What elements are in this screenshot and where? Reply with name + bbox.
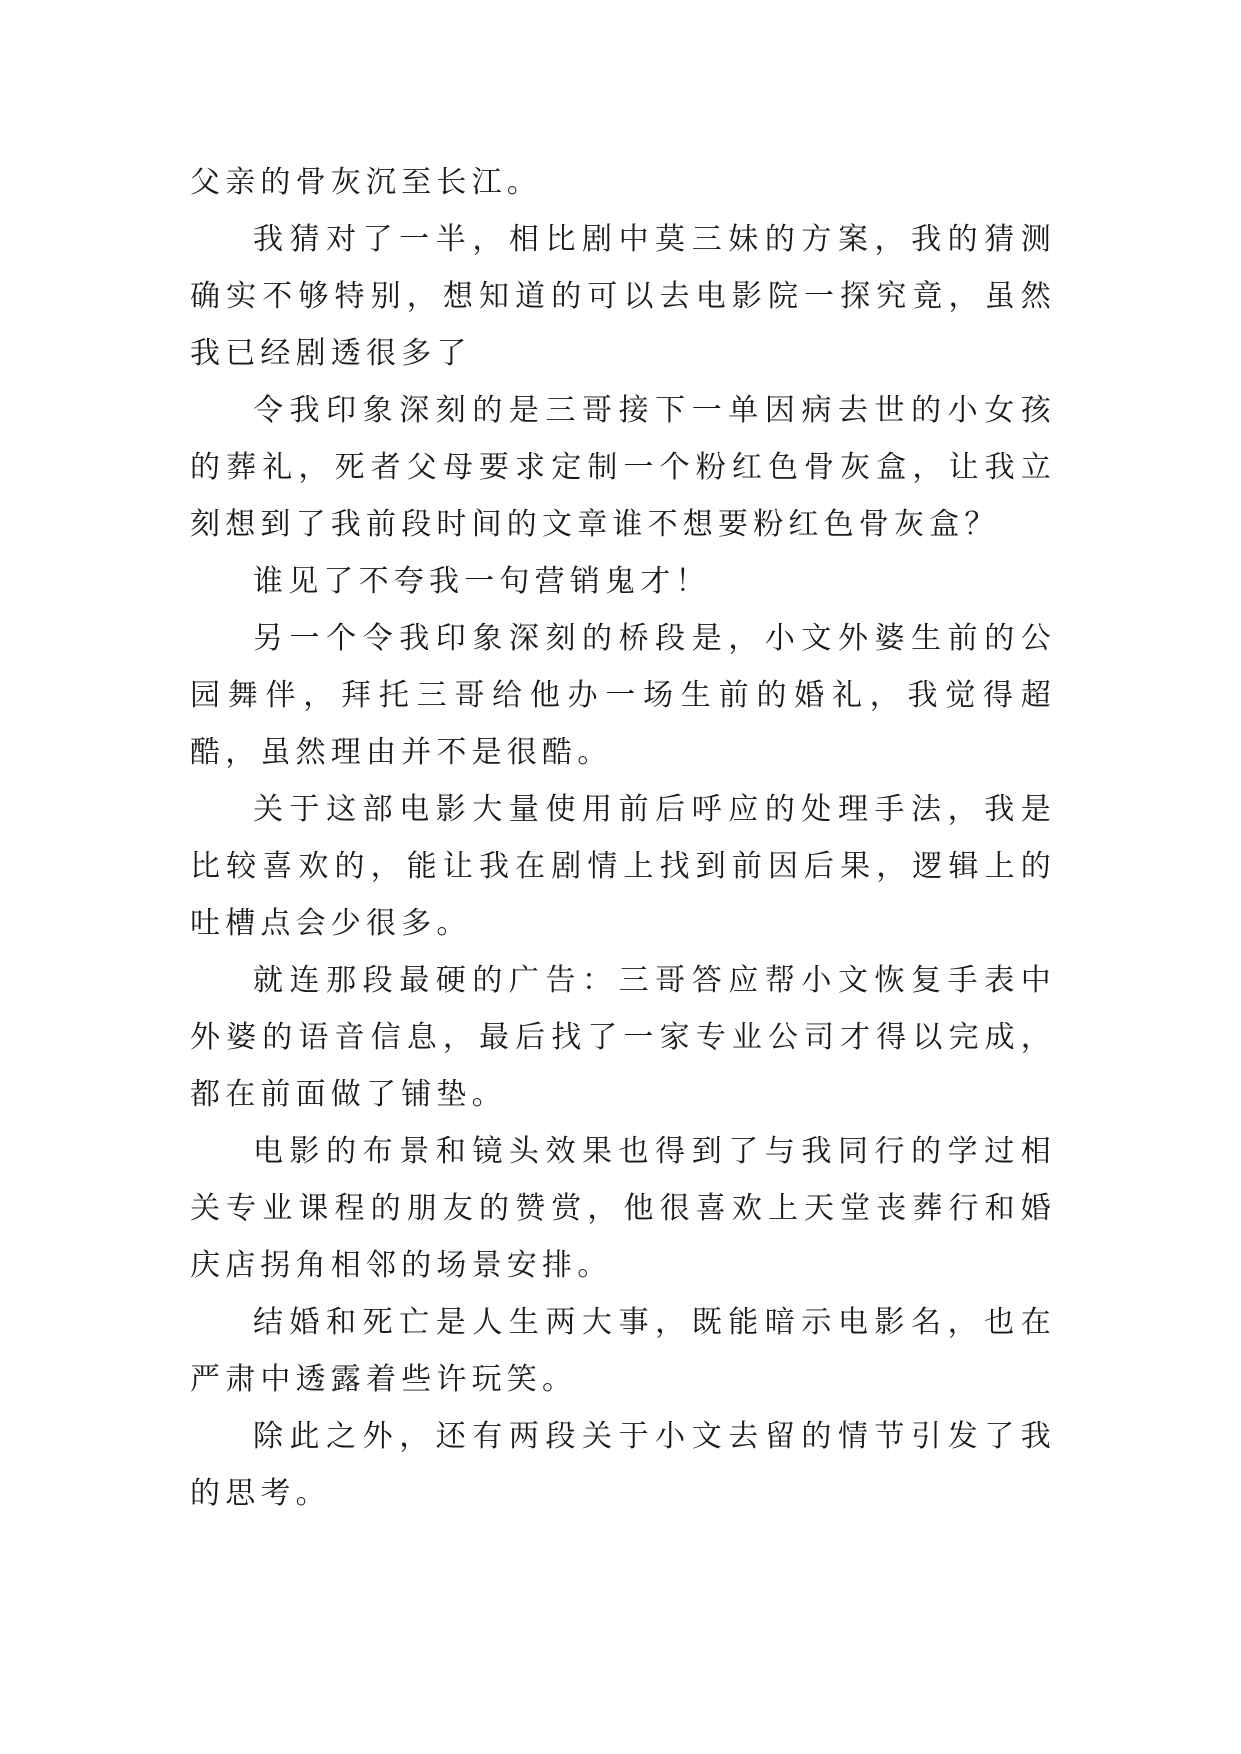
paragraph: 谁见了不夸我一句营销鬼才！ xyxy=(253,564,711,599)
paragraph: 令我印象深刻的是三哥接下一单因病去世的小女孩的葬礼，死者父母要求定制一个粉红色骨灰盒，让我立刻想到了我前段时间的文章谁不想要粉红色骨灰盒？ xyxy=(190,393,1056,542)
paragraph: 关于这部电影大量使用前后呼应的处理手法，我是比较喜欢的，能让我在剧情上找到前因后果，逻辑上的吐槽点会少很多。 xyxy=(190,792,1056,941)
paragraph: 父亲的骨灰沉至长江。 xyxy=(190,165,542,200)
paragraph: 另一个令我印象深刻的桥段是，小文外婆生前的公园舞伴，拜托三哥给他办一场生前的婚礼，我觉得超酷，虽然理由并不是很酷。 xyxy=(190,621,1056,770)
paragraph: 我猜对了一半，相比剧中莫三妹的方案，我的猜测确实不够特别，想知道的可以去电影院一探究竟，虽然我已经剧透很多了 xyxy=(190,222,1056,371)
paragraph: 就连那段最硬的广告：三哥答应帮小文恢复手表中外婆的语音信息，最后找了一家专业公司才得以完成，都在前面做了铺垫。 xyxy=(190,963,1056,1112)
paragraph: 结婚和死亡是人生两大事，既能暗示电影名，也在严肃中透露着些许玩笑。 xyxy=(190,1305,1056,1397)
paragraph: 除此之外，还有两段关于小文去留的情节引发了我的思考。 xyxy=(190,1419,1056,1511)
paragraph: 电影的布景和镜头效果也得到了与我同行的学过相关专业课程的朋友的赞赏，他很喜欢上天堂丧葬行和婚庆店拐角相邻的场景安排。 xyxy=(190,1134,1056,1283)
body-text xyxy=(190,154,1056,1522)
